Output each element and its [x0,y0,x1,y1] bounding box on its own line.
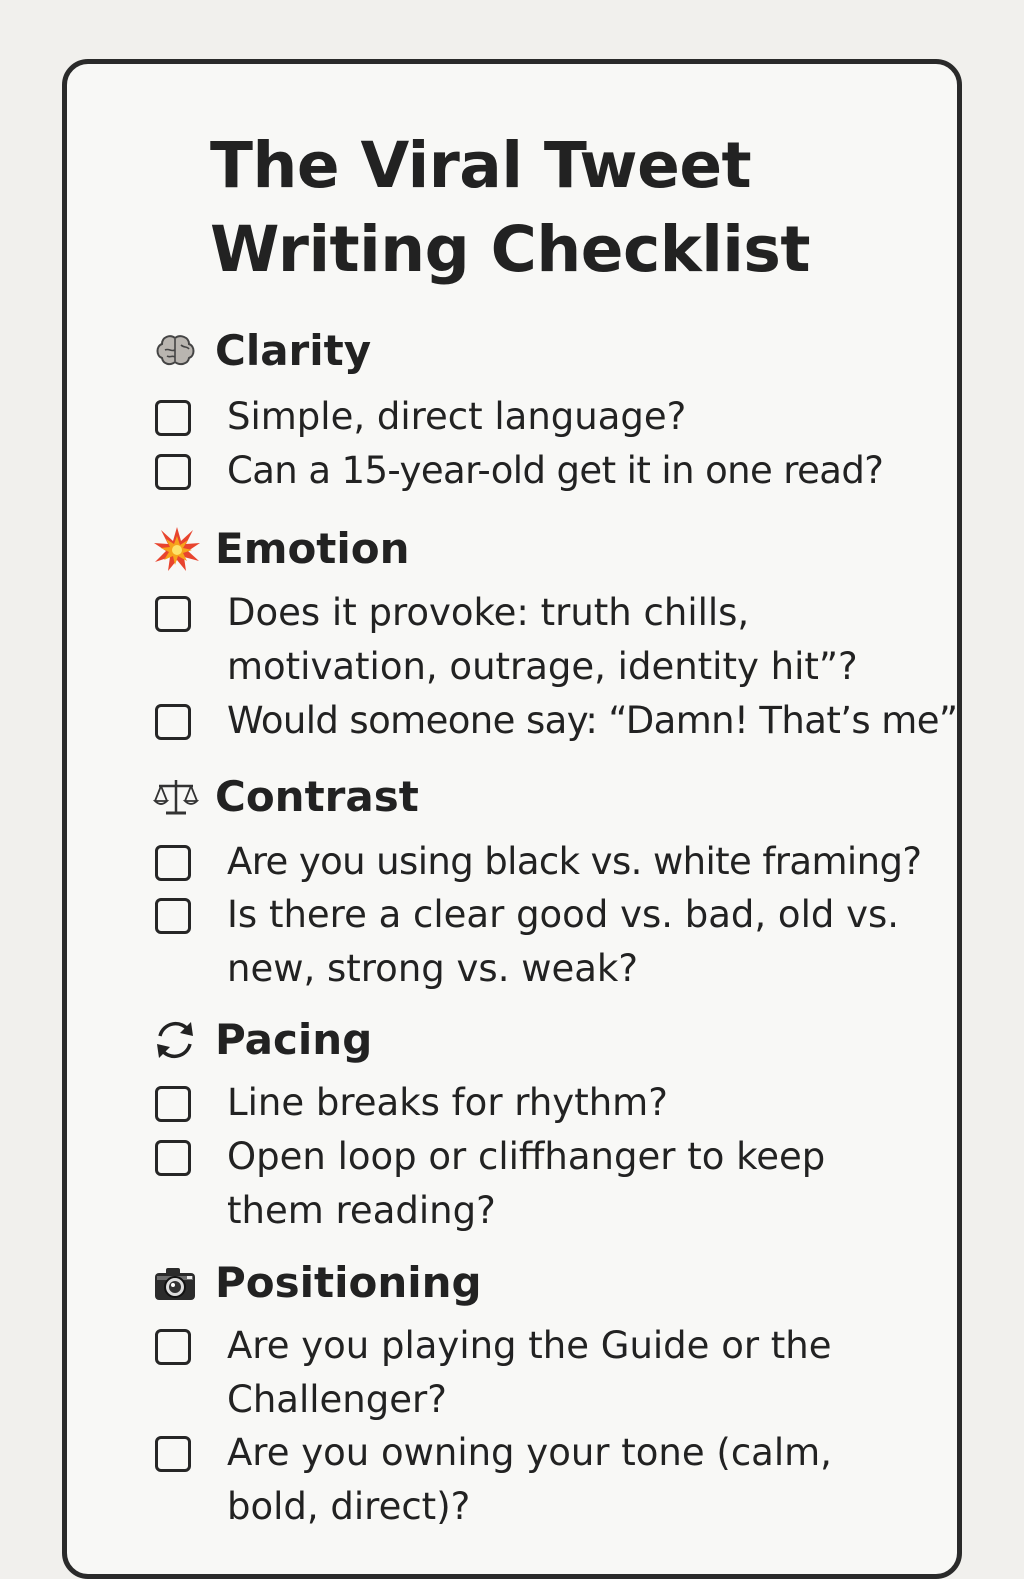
checkbox[interactable] [155,845,191,881]
item-text-line: Does it provoke: truth chills, [227,591,750,634]
item-text-line: Can a 15-year-old get it in one read? [227,449,884,492]
item-text-line: Are you owning your tone (calm, [227,1431,832,1474]
item-text-line: Is there a clear good vs. bad, old vs. [227,893,900,936]
item-text-line: Challenger? [227,1378,447,1421]
checkbox[interactable] [155,1436,191,1472]
title-line-1: The Viral Tweet [210,129,752,202]
item-text-line: Are you using black vs. white framing? [227,840,922,883]
item-text [227,694,957,748]
scales-icon [153,772,203,822]
camera-icon [153,1258,203,1308]
section-title-positioning: Positioning [215,1258,482,1307]
item-text-line: Simple, direct language? [227,395,687,438]
item-text [227,586,957,694]
section-title-emotion: Emotion [215,524,410,573]
item-text-line: new, strong vs. weak? [227,947,638,990]
item-text [227,888,957,996]
checkbox[interactable] [155,1140,191,1176]
checkbox[interactable] [155,596,191,632]
section-emotion-header [153,524,410,574]
page-title [210,124,810,292]
item-text-line: Are you playing the Guide or the [227,1324,832,1367]
item-text [227,1319,957,1427]
brain-icon [153,326,203,376]
section-pacing-header [153,1015,372,1065]
section-title-pacing: Pacing [215,1015,373,1064]
item-text-line: Would someone say: “Damn! That’s me” [227,699,958,742]
checkbox[interactable] [155,454,191,490]
section-contrast-header [153,772,419,822]
checkbox[interactable] [155,704,191,740]
item-text [227,444,957,498]
checkbox[interactable] [155,1329,191,1365]
checkbox[interactable] [155,400,191,436]
item-text-line: motivation, outrage, identity hit”? [227,645,858,688]
item-text [227,1130,957,1238]
refresh-icon [153,1015,203,1065]
item-text-line: bold, direct)? [227,1485,471,1528]
checkbox[interactable] [155,898,191,934]
item-text [227,835,957,889]
item-text [227,1076,957,1130]
item-text-line: Line breaks for rhythm? [227,1081,668,1124]
checklist-card [62,59,962,1579]
section-positioning-header [153,1258,482,1308]
explosion-icon [153,524,203,574]
section-title-clarity: Clarity [215,326,372,375]
title-line-2: Writing Checklist [210,213,810,286]
section-title-contrast: Contrast [215,772,419,821]
checkbox[interactable] [155,1086,191,1122]
item-text [227,390,957,444]
item-text-line: Open loop or cliffhanger to keep [227,1135,826,1178]
item-text [227,1426,957,1534]
item-text-line: them reading? [227,1189,496,1232]
section-clarity-header [153,326,371,376]
